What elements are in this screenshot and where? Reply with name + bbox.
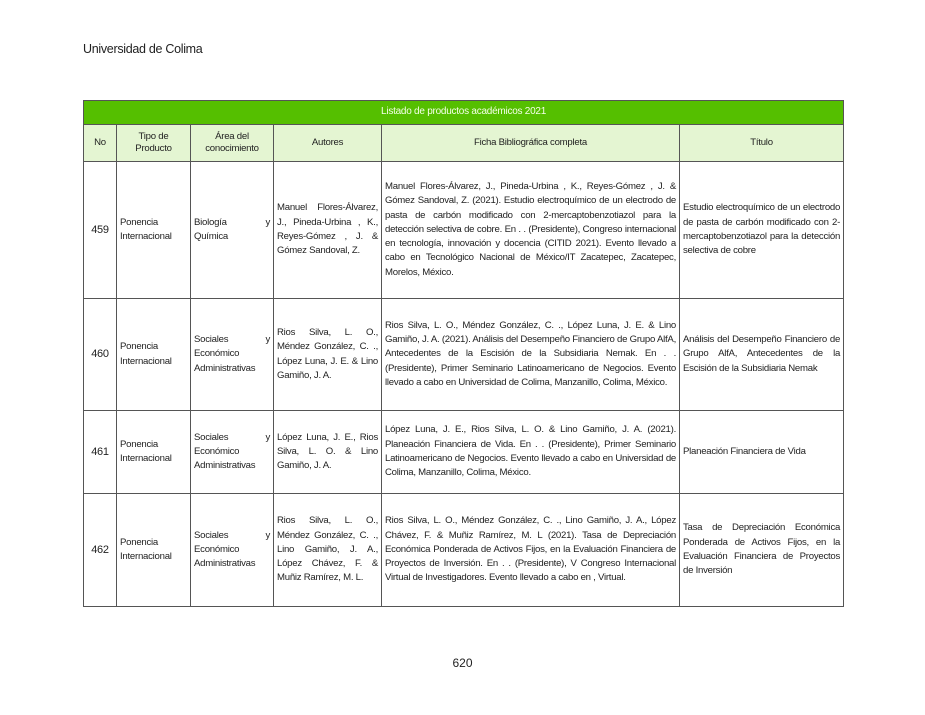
- cell-tipo: Ponencia Internacional: [117, 494, 191, 607]
- column-header-autores: Autores: [274, 125, 382, 162]
- cell-no: 459: [84, 162, 117, 299]
- cell-titulo: Planeación Financiera de Vida: [680, 411, 844, 494]
- column-header-titulo: Título: [680, 125, 844, 162]
- column-header-no: No: [84, 125, 117, 162]
- cell-titulo: Estudio electroquímico de un electrodo de pasta de carbón modificado con 2-mercaptobenzotiazol para la detección selectiva de cobre: [680, 162, 844, 299]
- table-row: [84, 494, 844, 607]
- table-row: [84, 411, 844, 494]
- cell-area: Sociales y Económico Administrativas: [191, 494, 274, 607]
- cell-autores: Rios Silva, L. O., Méndez González, C. ., Lino Gamiño, J. A., López Chávez, F. & Muñiz Ramírez, M. L.: [274, 494, 382, 607]
- cell-tipo: Ponencia Internacional: [117, 162, 191, 299]
- cell-no: 460: [84, 299, 117, 411]
- table-row: [84, 162, 844, 299]
- cell-titulo: Análisis del Desempeño Financiero de Grupo AlfA, Antecedentes de la Escisión de la Subsidiaria Nemak: [680, 299, 844, 411]
- cell-autores: López Luna, J. E., Rios Silva, L. O. & Lino Gamiño, J. A.: [274, 411, 382, 494]
- cell-tipo: Ponencia Internacional: [117, 299, 191, 411]
- column-header-tipo: Tipo de Producto: [117, 125, 191, 162]
- table-row: [84, 299, 844, 411]
- cell-titulo: Tasa de Depreciación Económica Ponderada de Activos Fijos, en la Evaluación Financiera de Proyectos de Inversión: [680, 494, 844, 607]
- table-header-row: [84, 125, 844, 162]
- products-table: [83, 100, 844, 607]
- cell-ficha: Manuel Flores-Álvarez, J., Pineda-Urbina , K., Reyes-Gómez , J. & Gómez Sandoval, Z. (2021). Estudio electroquímico de un electrodo de pasta de carbón modificado con 2-mercaptobenzotiazol para la detección selectiva de cobre. En . . (Presidente), Congreso internacional en tecnología, innovación y docencia (CITID 2021). Evento llevado a cabo en Tecnológico Nacional de México/IT Zacatepec, Zacatepec, Morelos, México.: [382, 162, 680, 299]
- cell-autores: Manuel Flores-Álvarez, J., Pineda-Urbina , K., Reyes-Gómez , J. & Gómez Sandoval, Z.: [274, 162, 382, 299]
- cell-ficha: Rios Silva, L. O., Méndez González, C. ., López Luna, J. E. & Lino Gamiño, J. A. (2021). Análisis del Desempeño Financiero de Grupo AlfA, Antecedentes de la Escisión de la Subsidiaria Nemak. En . . (Presidente), Primer Seminario Latinoamericano de Negocios. Evento llevado a cabo en Universidad de Colima, Manzanillo, Colima, México.: [382, 299, 680, 411]
- cell-ficha: López Luna, J. E., Rios Silva, L. O. & Lino Gamiño, J. A. (2021). Planeación Financiera de Vida. En . . (Presidente), Primer Seminario Latinoamericano de Negocios. Evento llevado a cabo en Universidad de Colima, Manzanillo, Colima, México.: [382, 411, 680, 494]
- cell-area: Biología y Química: [191, 162, 274, 299]
- cell-tipo: Ponencia Internacional: [117, 411, 191, 494]
- cell-no: 462: [84, 494, 117, 607]
- cell-area: Sociales y Económico Administrativas: [191, 411, 274, 494]
- cell-area: Sociales y Económico Administrativas: [191, 299, 274, 411]
- table-title-row: [84, 101, 844, 125]
- cell-ficha: Rios Silva, L. O., Méndez González, C. ., Lino Gamiño, J. A., López Chávez, F. & Muñiz Ramírez, M. L (2021). Tasa de Depreciación Económica Ponderada de Activos Fijos, en la Evaluación Financiera de Proyectos de Inversión. En . . (Presidente), V Congreso Internacional Virtual de Investigadores. Evento llevado a cabo en , Virtual.: [382, 494, 680, 607]
- page-header: Universidad de Colima: [83, 42, 203, 56]
- page-number: 620: [452, 656, 473, 670]
- column-header-ficha: Ficha Bibliográfica completa: [382, 125, 680, 162]
- cell-autores: Rios Silva, L. O., Méndez González, C. ., López Luna, J. E. & Lino Gamiño, J. A.: [274, 299, 382, 411]
- cell-no: 461: [84, 411, 117, 494]
- table-title: Listado de productos académicos 2021: [84, 101, 844, 125]
- column-header-area: Área del conocimiento: [191, 125, 274, 162]
